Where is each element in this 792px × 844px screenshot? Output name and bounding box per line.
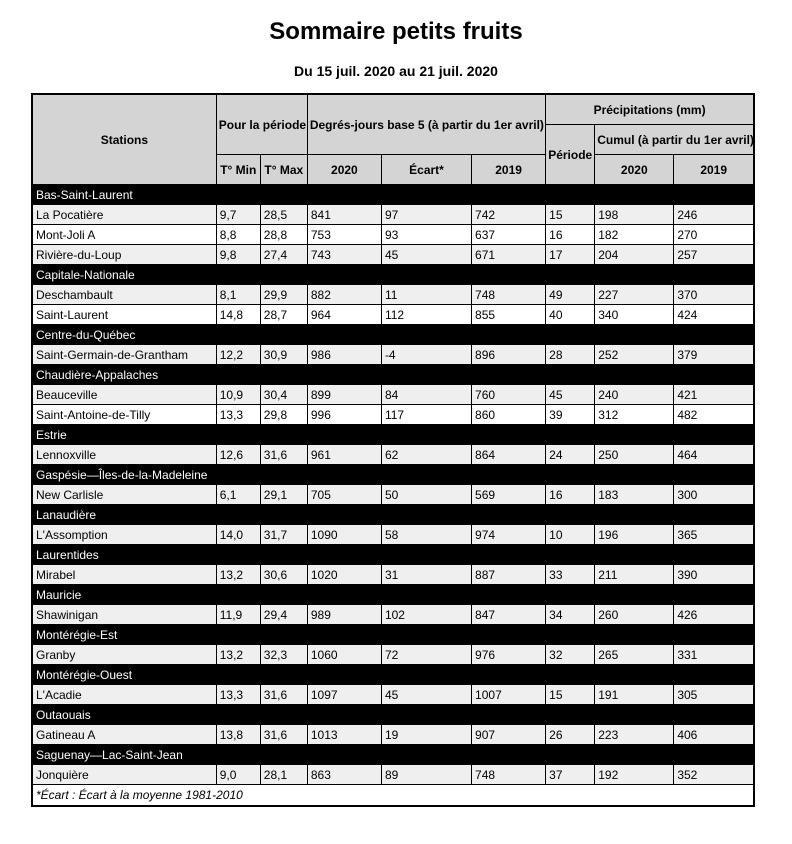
cumul-2020-cell: 260 (595, 605, 674, 625)
dj-2019-cell: 569 (472, 485, 546, 505)
ecart-cell: 45 (381, 685, 471, 705)
cumul-2020-cell: 265 (595, 645, 674, 665)
tmax-cell: 29,4 (260, 605, 307, 625)
ecart-cell: 84 (381, 385, 471, 405)
dj-2019-cell: 864 (472, 445, 546, 465)
station-name: La Pocatière (32, 205, 216, 225)
tmin-cell: 8,8 (216, 225, 260, 245)
station-name: Saint-Antoine-de-Tilly (32, 405, 216, 425)
header-tmax: T° Max (260, 155, 307, 185)
tmin-cell: 13,3 (216, 685, 260, 705)
region-name: Gaspésie—Îles-de-la-Madeleine (32, 465, 754, 485)
header-dj-2019: 2019 (472, 155, 546, 185)
precip-periode-cell: 16 (546, 485, 595, 505)
dj-2019-cell: 860 (472, 405, 546, 425)
tmin-cell: 9,8 (216, 245, 260, 265)
ecart-cell: 19 (381, 725, 471, 745)
dj-2020-cell: 743 (307, 245, 381, 265)
cumul-2019-cell: 482 (674, 405, 754, 425)
dj-2019-cell: 907 (472, 725, 546, 745)
precip-periode-cell: 32 (546, 645, 595, 665)
region-name: Bas-Saint-Laurent (32, 185, 754, 205)
precip-periode-cell: 15 (546, 205, 595, 225)
region-name: Capitale-Nationale (32, 265, 754, 285)
cumul-2020-cell: 227 (595, 285, 674, 305)
precip-periode-cell: 10 (546, 525, 595, 545)
table-row (32, 445, 754, 465)
table-row (32, 285, 754, 305)
dj-2019-cell: 976 (472, 645, 546, 665)
tmax-cell: 30,6 (260, 565, 307, 585)
cumul-2019-cell: 246 (674, 205, 754, 225)
station-name: Rivière-du-Loup (32, 245, 216, 265)
table-row (32, 405, 754, 425)
region-row (32, 665, 754, 685)
ecart-cell: 112 (381, 305, 471, 325)
tmin-cell: 13,8 (216, 725, 260, 745)
region-row (32, 625, 754, 645)
region-row (32, 745, 754, 765)
region-name: Outaouais (32, 705, 754, 725)
region-name: Laurentides (32, 545, 754, 565)
station-name: Lennoxville (32, 445, 216, 465)
tmax-cell: 31,7 (260, 525, 307, 545)
table-row (32, 305, 754, 325)
region-row (32, 585, 754, 605)
tmax-cell: 31,6 (260, 685, 307, 705)
region-row (32, 465, 754, 485)
tmax-cell: 27,4 (260, 245, 307, 265)
footnote: *Écart : Écart à la moyenne 1981-2010 (32, 785, 754, 807)
cumul-2020-cell: 250 (595, 445, 674, 465)
region-name: Montérégie-Ouest (32, 665, 754, 685)
table-body (32, 185, 754, 785)
region-name: Saguenay—Lac-Saint-Jean (32, 745, 754, 765)
cumul-2020-cell: 183 (595, 485, 674, 505)
tmax-cell: 29,8 (260, 405, 307, 425)
precip-periode-cell: 33 (546, 565, 595, 585)
cumul-2019-cell: 305 (674, 685, 754, 705)
cumul-2020-cell: 198 (595, 205, 674, 225)
region-row (32, 185, 754, 205)
dj-2019-cell: 742 (472, 205, 546, 225)
header-degres-jours-group: Degrés-jours base 5 (à partir du 1er avril) (307, 94, 545, 155)
tmax-cell: 30,9 (260, 345, 307, 365)
ecart-cell: 11 (381, 285, 471, 305)
precip-periode-cell: 24 (546, 445, 595, 465)
table-header (32, 94, 754, 185)
region-row (32, 265, 754, 285)
dj-2019-cell: 760 (472, 385, 546, 405)
precip-periode-cell: 45 (546, 385, 595, 405)
cumul-2019-cell: 379 (674, 345, 754, 365)
table-row (32, 485, 754, 505)
region-name: Mauricie (32, 585, 754, 605)
dj-2020-cell: 1020 (307, 565, 381, 585)
header-cumul-2019: 2019 (674, 155, 754, 185)
header-precipitations-group: Précipitations (mm) (546, 94, 754, 125)
dj-2019-cell: 748 (472, 765, 546, 785)
station-name: Saint-Germain-de-Grantham (32, 345, 216, 365)
table-row (32, 225, 754, 245)
dj-2020-cell: 964 (307, 305, 381, 325)
cumul-2020-cell: 223 (595, 725, 674, 745)
tmax-cell: 28,8 (260, 225, 307, 245)
table-row (32, 205, 754, 225)
header-tmin: T° Min (216, 155, 260, 185)
dj-2020-cell: 841 (307, 205, 381, 225)
table-row (32, 245, 754, 265)
region-name: Montérégie-Est (32, 625, 754, 645)
precip-periode-cell: 16 (546, 225, 595, 245)
tmin-cell: 10,9 (216, 385, 260, 405)
precip-periode-cell: 39 (546, 405, 595, 425)
cumul-2019-cell: 352 (674, 765, 754, 785)
precip-periode-cell: 15 (546, 685, 595, 705)
tmax-cell: 32,3 (260, 645, 307, 665)
region-row (32, 425, 754, 445)
cumul-2019-cell: 406 (674, 725, 754, 745)
dj-2019-cell: 887 (472, 565, 546, 585)
cumul-2020-cell: 192 (595, 765, 674, 785)
cumul-2020-cell: 312 (595, 405, 674, 425)
station-name: Granby (32, 645, 216, 665)
table-row (32, 685, 754, 705)
ecart-cell: 72 (381, 645, 471, 665)
ecart-cell: 93 (381, 225, 471, 245)
precip-periode-cell: 49 (546, 285, 595, 305)
dj-2020-cell: 899 (307, 385, 381, 405)
ecart-cell: 62 (381, 445, 471, 465)
station-name: Deschambault (32, 285, 216, 305)
tmax-cell: 31,6 (260, 445, 307, 465)
tmax-cell: 29,9 (260, 285, 307, 305)
precip-periode-cell: 26 (546, 725, 595, 745)
cumul-2019-cell: 464 (674, 445, 754, 465)
station-name: Mirabel (32, 565, 216, 585)
region-row (32, 545, 754, 565)
tmax-cell: 29,1 (260, 485, 307, 505)
station-name: Mont-Joli A (32, 225, 216, 245)
cumul-2020-cell: 211 (595, 565, 674, 585)
header-ecart: Écart* (381, 155, 471, 185)
cumul-2019-cell: 426 (674, 605, 754, 625)
dj-2019-cell: 847 (472, 605, 546, 625)
ecart-cell: 31 (381, 565, 471, 585)
table-row (32, 765, 754, 785)
cumul-2019-cell: 270 (674, 225, 754, 245)
header-precip-periode: Période (546, 125, 595, 185)
cumul-2020-cell: 191 (595, 685, 674, 705)
table-row (32, 645, 754, 665)
region-name: Chaudière-Appalaches (32, 365, 754, 385)
table-row (32, 605, 754, 625)
footnote-row (32, 785, 754, 807)
dj-2020-cell: 863 (307, 765, 381, 785)
precip-periode-cell: 37 (546, 765, 595, 785)
dj-2020-cell: 1097 (307, 685, 381, 705)
header-dj-2020: 2020 (307, 155, 381, 185)
dj-2019-cell: 855 (472, 305, 546, 325)
dj-2020-cell: 705 (307, 485, 381, 505)
precip-periode-cell: 40 (546, 305, 595, 325)
ecart-cell: 50 (381, 485, 471, 505)
tmin-cell: 14,0 (216, 525, 260, 545)
dj-2019-cell: 1007 (472, 685, 546, 705)
precip-periode-cell: 34 (546, 605, 595, 625)
cumul-2019-cell: 331 (674, 645, 754, 665)
tmin-cell: 9,0 (216, 765, 260, 785)
dj-2020-cell: 753 (307, 225, 381, 245)
dj-2020-cell: 882 (307, 285, 381, 305)
tmin-cell: 6,1 (216, 485, 260, 505)
station-name: Beauceville (32, 385, 216, 405)
tmin-cell: 12,6 (216, 445, 260, 465)
cumul-2019-cell: 257 (674, 245, 754, 265)
tmin-cell: 13,2 (216, 565, 260, 585)
dj-2019-cell: 974 (472, 525, 546, 545)
table-row (32, 565, 754, 585)
region-name: Centre-du-Québec (32, 325, 754, 345)
tmin-cell: 9,7 (216, 205, 260, 225)
dj-2019-cell: 637 (472, 225, 546, 245)
header-cumul-2020: 2020 (595, 155, 674, 185)
ecart-cell: -4 (381, 345, 471, 365)
table-row (32, 525, 754, 545)
tmin-cell: 13,3 (216, 405, 260, 425)
cumul-2019-cell: 370 (674, 285, 754, 305)
tmin-cell: 8,1 (216, 285, 260, 305)
table-row (32, 725, 754, 745)
cumul-2020-cell: 182 (595, 225, 674, 245)
cumul-2020-cell: 252 (595, 345, 674, 365)
table-row (32, 385, 754, 405)
tmax-cell: 30,4 (260, 385, 307, 405)
ecart-cell: 45 (381, 245, 471, 265)
station-name: L'Assomption (32, 525, 216, 545)
dj-2020-cell: 989 (307, 605, 381, 625)
ecart-cell: 58 (381, 525, 471, 545)
tmin-cell: 13,2 (216, 645, 260, 665)
ecart-cell: 97 (381, 205, 471, 225)
table-row (32, 345, 754, 365)
region-row (32, 325, 754, 345)
region-row (32, 505, 754, 525)
ecart-cell: 117 (381, 405, 471, 425)
station-name: Jonquière (32, 765, 216, 785)
ecart-cell: 102 (381, 605, 471, 625)
station-name: Saint-Laurent (32, 305, 216, 325)
ecart-cell: 89 (381, 765, 471, 785)
tmin-cell: 11,9 (216, 605, 260, 625)
header-periode-group: Pour la période (216, 94, 307, 155)
cumul-2020-cell: 204 (595, 245, 674, 265)
cumul-2020-cell: 240 (595, 385, 674, 405)
dj-2019-cell: 896 (472, 345, 546, 365)
dj-2020-cell: 1090 (307, 525, 381, 545)
tmax-cell: 31,6 (260, 725, 307, 745)
summary-table (31, 93, 755, 807)
header-stations: Stations (32, 94, 216, 185)
dj-2020-cell: 961 (307, 445, 381, 465)
cumul-2019-cell: 421 (674, 385, 754, 405)
cumul-2019-cell: 300 (674, 485, 754, 505)
station-name: New Carlisle (32, 485, 216, 505)
cumul-2019-cell: 424 (674, 305, 754, 325)
cumul-2020-cell: 196 (595, 525, 674, 545)
cumul-2019-cell: 365 (674, 525, 754, 545)
precip-periode-cell: 17 (546, 245, 595, 265)
dj-2019-cell: 671 (472, 245, 546, 265)
tmin-cell: 12,2 (216, 345, 260, 365)
page-title: Sommaire petits fruits (269, 18, 523, 45)
dj-2020-cell: 1013 (307, 725, 381, 745)
dj-2019-cell: 748 (472, 285, 546, 305)
cumul-2019-cell: 390 (674, 565, 754, 585)
tmax-cell: 28,5 (260, 205, 307, 225)
header-cumul-group: Cumul (à partir du 1er avril) (595, 125, 754, 155)
cumul-2020-cell: 340 (595, 305, 674, 325)
region-name: Lanaudière (32, 505, 754, 525)
station-name: L'Acadie (32, 685, 216, 705)
station-name: Gatineau A (32, 725, 216, 745)
region-row (32, 365, 754, 385)
tmin-cell: 14,8 (216, 305, 260, 325)
dj-2020-cell: 1060 (307, 645, 381, 665)
dj-2020-cell: 986 (307, 345, 381, 365)
region-name: Estrie (32, 425, 754, 445)
date-range: Du 15 juil. 2020 au 21 juil. 2020 (294, 63, 498, 79)
precip-periode-cell: 28 (546, 345, 595, 365)
tmax-cell: 28,1 (260, 765, 307, 785)
station-name: Shawinigan (32, 605, 216, 625)
tmax-cell: 28,7 (260, 305, 307, 325)
dj-2020-cell: 996 (307, 405, 381, 425)
region-row (32, 705, 754, 725)
